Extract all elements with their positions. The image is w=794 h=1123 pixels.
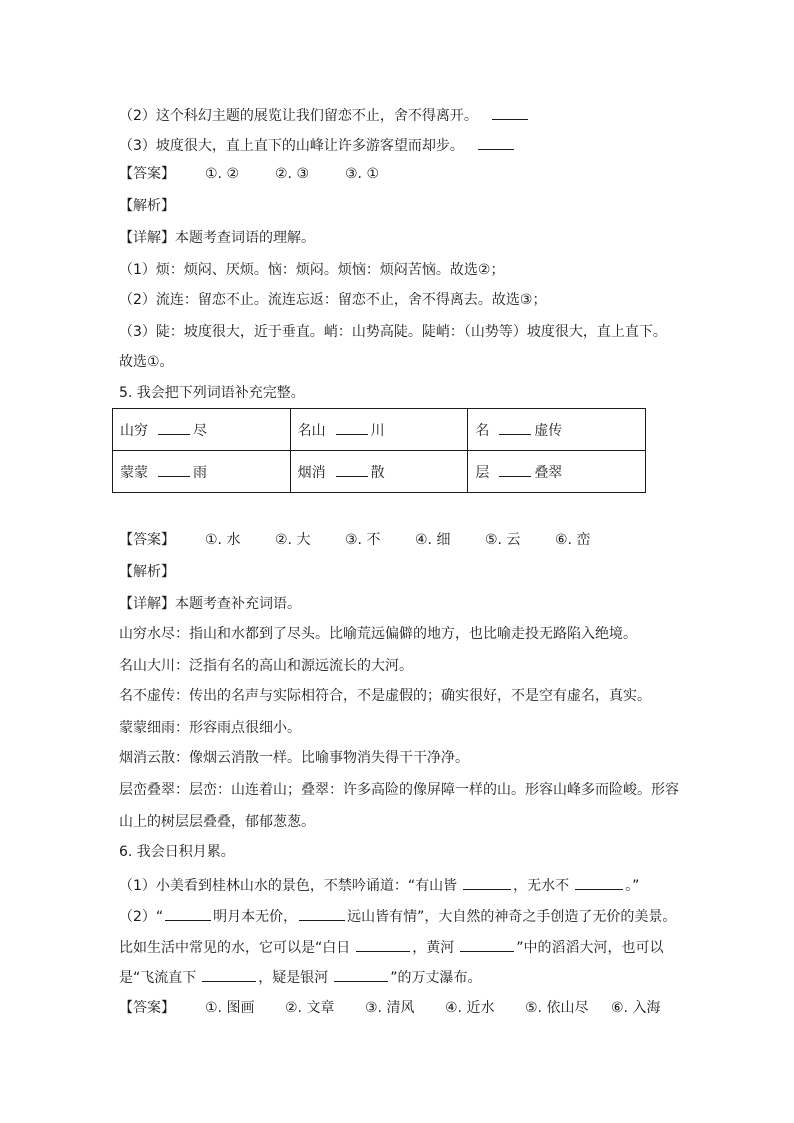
q6-line-4: 是“飞流直下 ，疑是银河 ”的万丈瀑布。 [119,966,482,986]
detail-line: （1）烦：烦闷、厌烦。恼：烦闷。烦恼：烦闷苦恼。故选②； [119,262,505,278]
q6-line-2: （2）“ 明月本无价， 远山皆有情”，大自然的神奇之手创造了无价的美景。 [119,905,676,925]
table-cell: 烟消 散 [290,451,468,493]
detail-line: 蒙蒙细雨：形容雨点很细小。 [119,720,301,736]
table-cell: 名 虚传 [468,409,646,451]
table-cell: 蒙蒙 雨 [113,451,291,493]
q4-answer [119,164,379,184]
fill-blank[interactable] [499,419,531,435]
detail-line: 山穷水尽：指山和水都到了尽头。比喻荒远偏僻的地方，也比喻走投无路陷入绝境。 [119,626,637,642]
answer-blank[interactable] [478,134,514,150]
q4-line-3: （3）坡度很大，直上直下的山峰让许多游客望而却步。 [119,134,514,154]
q6-line-1: （1）小美看到桂林山水的景色，不禁吟诵道：“有山皆 ，无水不 。” [119,874,639,894]
table-cell: 名山 川 [290,409,468,451]
q6-answer [119,998,660,1018]
fill-blank[interactable] [499,461,531,477]
fill-blank[interactable] [463,874,511,890]
question-title: 6. 我会日积月累。 [119,844,235,860]
detail-line: 故选①。 [119,354,174,370]
answer-item: ⑤. 云 [485,532,521,548]
answer-tag: 【答案】 [119,1000,175,1016]
answer-item: ②. 文章 [285,1000,335,1016]
analysis-tag: 【解析】 [119,198,175,214]
detail-line: 【详解】本题考查补充词语。 [119,596,301,612]
detail-line: 山上的树层层叠叠，郁郁葱葱。 [119,814,315,830]
answer-item: ⑥. 峦 [555,532,591,548]
fill-blank[interactable] [336,419,368,435]
answer-item: ④. 近水 [445,1000,495,1016]
fill-blank[interactable] [158,419,190,435]
detail-line: （3）陡：坡度很大，近于垂直。峭：山势高陡。陡峭：（山势等）坡度很大，直上直下。 [119,324,667,340]
detail-line: （2）流连：留恋不止。流连忘返：留恋不止，舍不得离去。故选③； [119,292,547,308]
q5-answer [119,530,590,550]
answer-item: ③. ① [345,166,380,182]
detail-line: 名山大川：泛指有名的高山和源远流长的大河。 [119,658,413,674]
answer-item: ②. 大 [275,532,311,548]
word-completion-table [112,408,646,493]
q6-line-3: 比如生活中常见的水，它可以是“白日 ，黄河 ”中的滔滔大河，也可以 [119,936,664,956]
answer-item: ①. 水 [205,532,241,548]
detail-line: 名不虚传：传出的名声与实际相符合，不是虚假的；确实很好，不是空有虚名，真实。 [119,688,651,704]
fill-blank[interactable] [575,874,623,890]
answer-item: ②. ③ [275,166,310,182]
fill-blank[interactable] [460,936,514,952]
question-title: 5. 我会把下列词语补充完整。 [119,385,305,401]
detail-line: 层峦叠翠：层峦：山连着山；叠翠：许多高险的像屏障一样的山。形容山峰多而险峻。形容 [119,782,679,798]
table-row [113,409,646,451]
answer-item: ①. ② [205,166,240,182]
fill-blank[interactable] [299,905,345,921]
answer-item: ③. 清风 [365,1000,415,1016]
answer-tag: 【答案】 [119,532,175,548]
answer-blank[interactable] [492,104,528,120]
q4-line-2: （2）这个科幻主题的展览让我们留恋不止，舍不得离开。 [119,104,528,124]
answer-item: ④. 细 [415,532,451,548]
answer-item: ⑤. 依山尽 [525,1000,589,1016]
fill-blank[interactable] [165,905,211,921]
table-row [113,451,646,493]
detail-line: 【详解】本题考查词语的理解。 [119,230,315,246]
fill-blank[interactable] [336,461,368,477]
fill-blank[interactable] [202,966,256,982]
answer-item: ⑥. 入海 [611,1000,661,1016]
answer-item: ③. 不 [345,532,381,548]
answer-item: ①. 图画 [205,1000,255,1016]
detail-line: 烟消云散：像烟云消散一样。比喻事物消失得干干净净。 [119,750,469,766]
table-cell: 层 叠翠 [468,451,646,493]
fill-blank[interactable] [158,461,190,477]
answer-tag: 【答案】 [119,166,175,182]
fill-blank[interactable] [334,966,388,982]
fill-blank[interactable] [356,936,410,952]
analysis-tag: 【解析】 [119,564,175,580]
table-cell: 山穷 尽 [113,409,291,451]
